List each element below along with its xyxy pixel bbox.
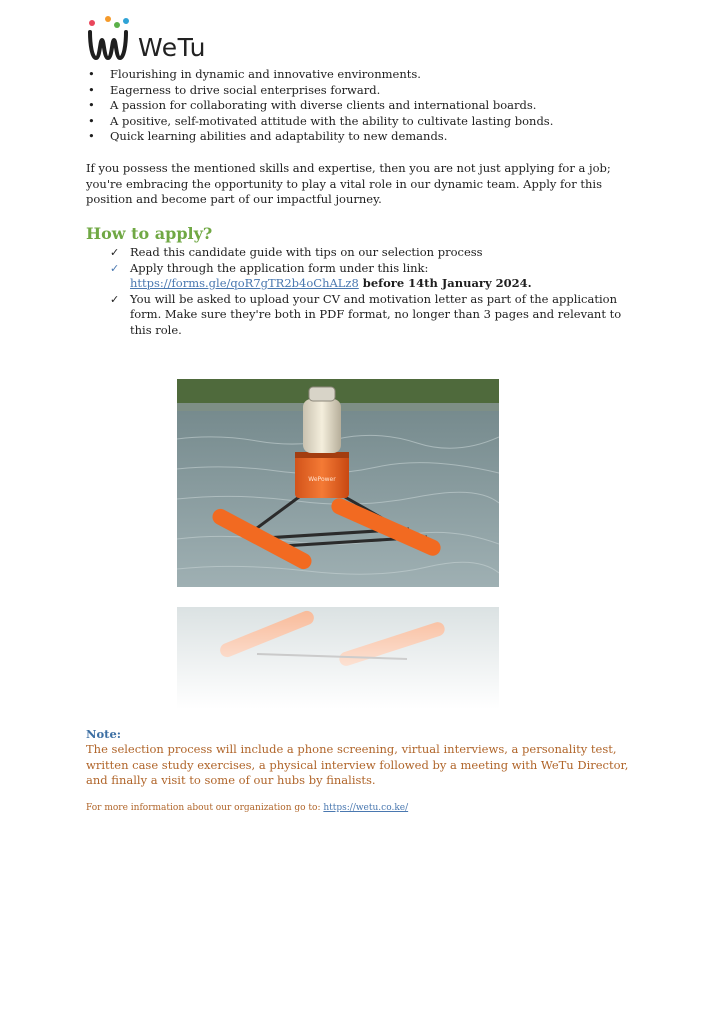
list-item: • Quick learning abilities and adaptability to new demands. xyxy=(88,129,448,143)
logo-text: WeTu xyxy=(138,33,206,62)
application-steps xyxy=(86,245,646,338)
checkmark-icon: ✓ xyxy=(110,246,120,259)
product-photo xyxy=(177,379,499,709)
step-item: ✓ Read this candidate guide with tips on our selection process xyxy=(110,245,483,259)
website-link[interactable]: https://wetu.co.ke/ xyxy=(323,803,409,813)
wetu-logo-mark xyxy=(86,14,134,64)
list-item: • A positive, self-motivated attitude with the ability to cultivate lasting bonds. xyxy=(88,113,554,128)
application-form-link[interactable]: https://forms.gle/qoR7gTR2b4oChALz8 xyxy=(130,276,359,290)
list-item: • Flourishing in dynamic and innovative environments. xyxy=(88,67,421,81)
more-info: For more information about our organization go to: https://wetu.co.ke/ xyxy=(86,803,409,813)
list-item: • A passion for collaborating with diverse clients and international boards. xyxy=(88,98,537,112)
checkmark-icon: ✓ xyxy=(110,292,120,306)
list-item: • Eagerness to drive social enterprises forward. xyxy=(88,82,381,97)
checkmark-icon: ✓ xyxy=(110,261,120,275)
device-label: WePower xyxy=(308,476,336,483)
step-item: ✓ You will be asked to upload your CV and motivation letter as part of the application form. Make sure they're both in PDF format, no longer than 3 pages and relevant to this role. xyxy=(110,291,622,337)
wetu-logo xyxy=(86,12,206,64)
closing-paragraph: If you possess the mentioned skills and expertise, then you are not just applying for a job; you're embracing the opportunity to play a vital role in our dynamic team. Apply for this position and become part of our impactful journey. xyxy=(86,161,611,206)
qualities-list xyxy=(86,67,646,145)
how-to-apply-heading: How to apply? xyxy=(86,224,213,243)
note-body: The selection process will include a phone screening, virtual interviews, a personality test, written case study exercises, a physical interview followed by a meeting with WeTu Director, and finally a visit to some of our hubs by finalists. xyxy=(86,742,629,787)
note-heading: Note: xyxy=(86,727,122,741)
step-item: ✓ Apply through the application form under this link: https://forms.gle/qoR7gTR2b4oChALz8 before 14th January 2024. xyxy=(110,260,532,290)
deadline-text: before 14th January 2024. xyxy=(358,276,532,290)
